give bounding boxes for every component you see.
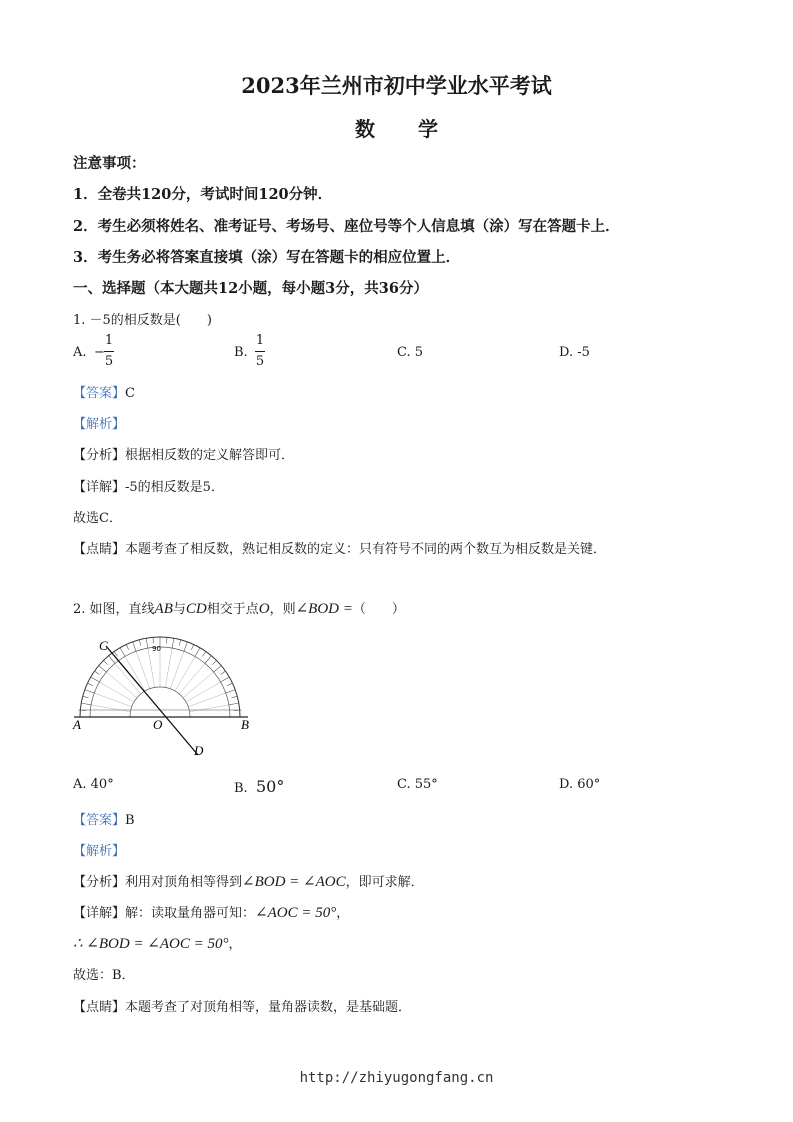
protractor-tick: [172, 638, 174, 648]
q1-option-c: C. 5: [397, 345, 424, 360]
therefore-post: ，: [228, 937, 242, 952]
q1-dianjing: [73, 538, 606, 557]
xiangjie-pre: 解：读取量角器可知：: [125, 906, 256, 921]
fraction-bar: [104, 351, 114, 352]
section-heading: 一、选择题（本大题共12小题，每小题3分，共36分）: [73, 280, 428, 297]
xiangjie-math: ∠AOC = 50°: [255, 905, 337, 921]
protractor-spoke: [170, 651, 184, 689]
dianjing-text: 本题考查了对顶角相等，量角器读数，是基础题．: [125, 1000, 412, 1015]
stem-mid: 相交于点: [206, 602, 259, 617]
protractor-spoke: [91, 705, 130, 712]
q1-xiangjie: [73, 476, 224, 495]
fenxi-text: 根据相反数的定义解答即可．: [125, 448, 295, 463]
protractor-tick: [153, 637, 154, 643]
q2-answer-line: [73, 809, 135, 828]
q2-analysis-tag: 【解析】: [73, 844, 126, 859]
protractor-tick: [205, 656, 211, 664]
protractor-tick: [120, 648, 125, 657]
q1-analysis-tag: 【解析】: [73, 417, 126, 432]
footer-url: http://zhiyugongfang.cn: [299, 1070, 494, 1086]
protractor-tick: [133, 642, 136, 651]
answer-value: C: [125, 386, 135, 401]
therefore-math: ∴ ∠BOD = ∠AOC = 50°: [73, 936, 229, 952]
line-cd: CD: [185, 601, 207, 617]
question-1-stem: 1. －5的相反数是( ): [73, 313, 212, 328]
notice-item: 1．全卷共120分，考试时间120分钟．: [73, 186, 333, 203]
protractor-spoke: [148, 648, 155, 687]
option-b-value: 50°: [255, 777, 285, 796]
stem-prefix: 2. 如图，直线: [73, 602, 155, 617]
protractor-spoke: [183, 672, 214, 698]
protractor-spoke: [188, 693, 226, 707]
xiangjie-text: -5的相反数是5．: [125, 480, 224, 495]
denominator: 5: [255, 354, 265, 369]
q2-conclusion: 故选：B．: [73, 968, 135, 983]
xiangjie-post: ，: [336, 906, 350, 921]
q1-answer-line: [73, 382, 135, 401]
stem-comma: ，则: [269, 602, 296, 617]
protractor-tick: [226, 690, 235, 693]
protractor-tick: [87, 683, 92, 686]
protractor-tick: [221, 671, 226, 674]
protractor-tick: [99, 666, 107, 672]
protractor-tick: [85, 690, 94, 693]
fenxi-tag: 【分析】: [73, 448, 126, 463]
q1-fenxi: [73, 444, 294, 463]
label-c: C: [99, 638, 108, 653]
protractor-spoke: [115, 663, 141, 694]
fraction-bar: [255, 351, 265, 352]
protractor-spoke: [94, 693, 132, 707]
point-o: O: [258, 601, 270, 617]
protractor-tick: [191, 644, 194, 649]
answer-tag: 【答案】: [73, 386, 126, 401]
dianjing-tag: 【点睛】: [73, 1000, 126, 1015]
q1-conclusion: 故选C．: [73, 511, 122, 526]
protractor-tick: [179, 640, 181, 646]
protractor-tick: [146, 638, 148, 648]
fenxi-tag: 【分析】: [73, 875, 126, 890]
protractor-tick: [103, 660, 107, 664]
q1-option-a-sign: −: [94, 345, 105, 360]
protractor-tick: [91, 677, 100, 682]
label-o: O: [153, 717, 163, 732]
notice-item: 3．考生务必将答案直接填（涂）写在答题卡的相应位置上．: [73, 249, 461, 266]
label-a: A: [73, 717, 81, 732]
protractor-tick: [221, 677, 230, 682]
protractor-spoke: [125, 656, 145, 691]
protractor-tick: [229, 703, 239, 705]
protractor-tick: [166, 637, 167, 643]
protractor-tick: [195, 648, 200, 657]
q2-fenxi: [73, 871, 424, 891]
answer-tag: 【答案】: [73, 813, 126, 828]
line-cd-drawn: [106, 646, 198, 755]
q2-option-d: D. 60°: [559, 777, 601, 792]
fenxi-math: ∠BOD = ∠AOC: [242, 874, 346, 890]
protractor-spoke: [165, 648, 172, 687]
line-ab: AB: [154, 601, 173, 617]
q2-xiangjie: [73, 902, 349, 922]
q1-option-a-fraction: [104, 333, 114, 370]
denominator: 5: [104, 354, 114, 369]
protractor-tick: [94, 671, 99, 674]
q2-option-a: A. 40°: [73, 777, 114, 792]
protractor-spoke: [106, 672, 137, 698]
angle-bod: ∠BOD =: [295, 601, 353, 617]
label-b: B: [241, 717, 249, 732]
scale-90-label: 90: [152, 645, 161, 653]
notice-heading: 注意事项：: [73, 155, 146, 172]
xiangjie-tag: 【详解】: [73, 906, 126, 921]
exam-title: 2023年兰州市初中学业水平考试: [241, 73, 552, 98]
subject-title: 数 学: [355, 117, 456, 141]
answer-value: B: [125, 813, 135, 828]
protractor-tick: [212, 660, 216, 664]
protractor-tick: [126, 644, 129, 649]
label-d: D: [194, 743, 204, 758]
q1-option-b-label: B.: [234, 345, 248, 360]
q2-dianjing: [73, 996, 411, 1015]
protractor-spoke: [186, 682, 221, 702]
question-2-stem: [73, 598, 405, 618]
notice-item: 2．考生必须将姓名、准考证号、考场号、座位号等个人信息填（涂）写在答题卡上．: [73, 218, 620, 235]
q2-therefore: [73, 933, 242, 953]
protractor-tick: [227, 683, 232, 686]
option-b-label: B.: [234, 781, 248, 796]
stem-bracket: （ ）: [352, 602, 405, 617]
protractor-spoke: [190, 705, 229, 712]
xiangjie-tag: 【详解】: [73, 480, 126, 495]
numerator: 1: [104, 333, 114, 348]
protractor-figure: [70, 630, 270, 760]
protractor-spoke: [99, 682, 134, 702]
protractor-tick: [81, 703, 91, 705]
protractor-tick: [231, 696, 237, 698]
numerator: 1: [255, 333, 265, 348]
fenxi-pre: 利用对顶角相等得到: [125, 875, 243, 890]
protractor-tick: [184, 642, 187, 651]
protractor-tick: [109, 656, 115, 664]
protractor-tick: [139, 640, 141, 646]
stem-with: 与: [172, 602, 186, 617]
protractor-spoke: [175, 656, 195, 691]
q1-option-d: D. -5: [559, 345, 590, 360]
protractor-tick: [214, 666, 222, 672]
q2-option-b: [234, 777, 284, 796]
dianjing-tag: 【点睛】: [73, 542, 126, 557]
q2-option-c: C. 55°: [397, 777, 438, 792]
fenxi-post: ，即可求解．: [345, 875, 424, 890]
q1-option-b-fraction: [255, 333, 265, 370]
protractor-tick: [83, 696, 89, 698]
q1-option-a-label: A.: [73, 345, 87, 360]
protractor-spoke: [179, 663, 205, 694]
protractor-tick: [202, 651, 205, 656]
dianjing-text: 本题考查了相反数，熟记相反数的定义：只有符号不同的两个数互为相反数是关键．: [125, 542, 607, 557]
protractor-center-arc: [130, 687, 190, 717]
